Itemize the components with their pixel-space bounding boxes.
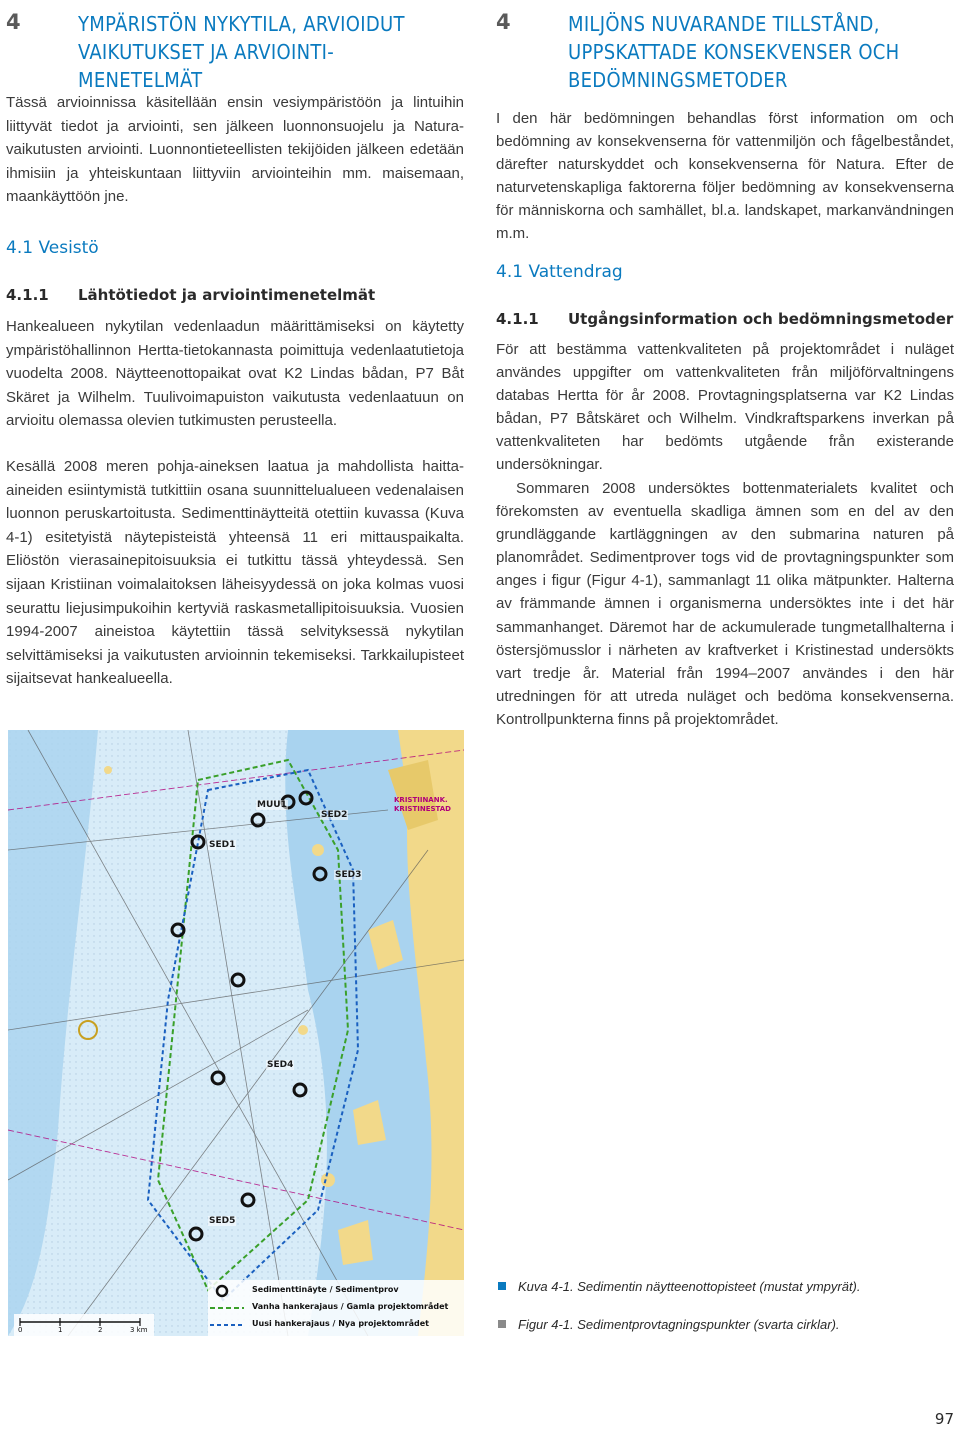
chapter-title-line: UPPSKATTADE KONSEKVENSER OCH — [568, 40, 900, 64]
intro-paragraph — [496, 107, 954, 246]
caption-bullet — [498, 1320, 506, 1328]
map-place-label: KRISTINESTAD — [394, 805, 451, 813]
map-point-label: MUU1 — [257, 800, 287, 810]
section-heading: 4.1 Vesistö — [6, 238, 99, 258]
chapter-title — [568, 10, 954, 94]
page-number: 97 — [934, 1410, 954, 1428]
section-heading: 4.1 Vattendrag — [496, 262, 623, 282]
map-point-label: SED5 — [209, 1216, 236, 1226]
chapter-title — [78, 10, 464, 94]
chapter-title-line: YMPÄRISTÖN NYKYTILA, ARVIOIDUT — [78, 12, 405, 36]
chapter-title-line: BEDÖMNINGSMETODER — [568, 68, 788, 92]
map-point-label: SED2 — [321, 810, 348, 820]
scale-label: 2 — [98, 1326, 103, 1334]
chapter-title-line: MENETELMÄT — [78, 68, 203, 92]
intro-text: Tässä arvioinnissa käsitellään ensin vesiympäristöön ja lintuihin liittyvät tiedot ja arviointi, sen jälkeen luonnonsuojelu ja Natura-vaikutusten arviointi. Luonnontieteellisten tekijöiden jälkeen edetään ihmisiin ja yhteiskuntaan liittyviin arviointeihin mm. maisemaan, maankäyttöön jne. — [6, 94, 464, 206]
body-paragraph-2 — [6, 455, 464, 691]
chapter-number: 4 — [496, 10, 511, 34]
chapter-number: 4 — [6, 10, 21, 34]
chapter-title-line: MILJÖNS NUVARANDE TILLSTÅND, — [568, 12, 880, 36]
chapter-title-line: VAIKUTUKSET JA ARVIOINTI- — [78, 40, 335, 64]
body-paragraph-2 — [496, 477, 954, 731]
body-text: Kesällä 2008 meren pohja-aineksen laatua ja mahdollista haitta-aineiden esiintymistä tutkittiin osana suunnittelualueen vedenalaisen luonnon peruskartoitusta. Sedimenttinäytteitä otettiin kuvassa (Kuva 4-1) esitetyistä näytepisteistä yhteensä 11 eri mittauspaikalta. Eliöstön vierasainepitoisuuksia ei tutkittu tässä yhteydessä. Sen sijaan Kristiinan voimalaitoksen läheisyydessä on joka kolmas vuosi seurattu liejusimpukoihin kertyviä raskasmetallipitoisuuksia. Vuosien 1994-2007 aineistoa käytettiin tässä selvityksessä nykytilan selvittämiseksi ja vaikutusten arvioinnin tekemiseksi. Tarkkailupisteet sijaitsevat hankealueella. — [6, 458, 464, 688]
subsection-title: Lähtötiedot ja arviointimenetelmät — [78, 286, 376, 304]
body-paragraph-1 — [496, 338, 954, 477]
subsection-number: 4.1.1 — [496, 310, 539, 328]
intro-text: I den här bedömningen behandlas först information om och bedömning av konsekvenserna för vattenmiljön och fågelbeståndet, därefter naturskyddet och konsekvenserna för Natura. Efter de naturvetenskapliga faktorerna följer bedömning av konsekvenserna för människorna och samhället, bl.a. landskapet, markanvändningen m.m. — [496, 110, 954, 243]
sediment-sampling-map — [8, 730, 464, 1336]
legend-label: Uusi hankerajaus / Nya projektområdet — [252, 1319, 429, 1328]
body-paragraph-1 — [6, 315, 464, 433]
map-point-label: SED3 — [335, 870, 362, 880]
caption-bullet — [498, 1282, 506, 1290]
scale-label: 3 km — [130, 1326, 148, 1334]
body-text: För att bestämma vattenkvaliteten på projektområdet i nuläget användes uppgifter om vattenkvaliteten från miljöförvaltningens databas Hertta för år 2008. Provtagningsplatserna var K2 Lindas bådan, P7 Båtskäret och Wilhelm. Vindkraftsparkens inverkan på vattenkvaliteten har bedömts utgående från existerande undersökningar. — [496, 341, 954, 474]
subsection-title: Utgångsinformation och bedömningsmetoder — [568, 310, 954, 328]
legend-label: Vanha hankerajaus / Gamla projektområdet — [252, 1302, 449, 1311]
map-point-label: SED4 — [267, 1060, 294, 1070]
subsection-number: 4.1.1 — [6, 286, 49, 304]
scale-label: 0 — [18, 1326, 23, 1334]
nautical-chart — [8, 730, 464, 1336]
body-text: Hankealueen nykytilan vedenlaadun määrittämiseksi on käytetty ympäristöhallinnon Hertta-tietokannasta poimittuja vedenlaatutietoja vuodelta 2008. Näytteenottopaikat ovat K2 Lindas bådan, P7 Båt Skäret ja Wilhelm. Tuulivoimapuiston vaikutusta vedenlaatuun on arvioitu olemassa olevien tutkimusten perusteella. — [6, 318, 464, 430]
scale-label: 1 — [58, 1326, 63, 1334]
map-place-label: KRISTIINANK. — [394, 796, 448, 804]
map-point-label: SED1 — [209, 840, 236, 850]
legend-label: Sedimenttinäyte / Sedimentprov — [252, 1285, 399, 1294]
body-text: Sommaren 2008 undersöktes bottenmaterialets kvalitet och förekomsten av eventuella skadliga ämnen som en del av den grundläggande kartläggningen av den submarina naturen på planområdet. Sedimentprover togs vid de provtagningspunkter som anges i figur (Figur 4-1), sammanlagt 11 olika mätpunkter. Halterna av främmande ämnen i organismerna undersöktes inte i det här sammanhanget. Däremot har de ackumulerade tungmetallhalterna i östersjömusslor i närheten av kraftverket i Kristinestad undersökts vart tredje år. Material från 1994–2007 användes i den här utredningen för att utreda nuläget och bedöma konsekvenserna. Kontrollpunkterna finns på projektområdet. — [496, 480, 954, 728]
caption-text: Figur 4-1. Sedimentprovtagningspunkter (svarta cirklar). — [518, 1317, 840, 1332]
caption-text: Kuva 4-1. Sedimentin näytteenottopisteet (mustat ympyrät). — [518, 1279, 861, 1294]
intro-paragraph — [6, 91, 464, 209]
